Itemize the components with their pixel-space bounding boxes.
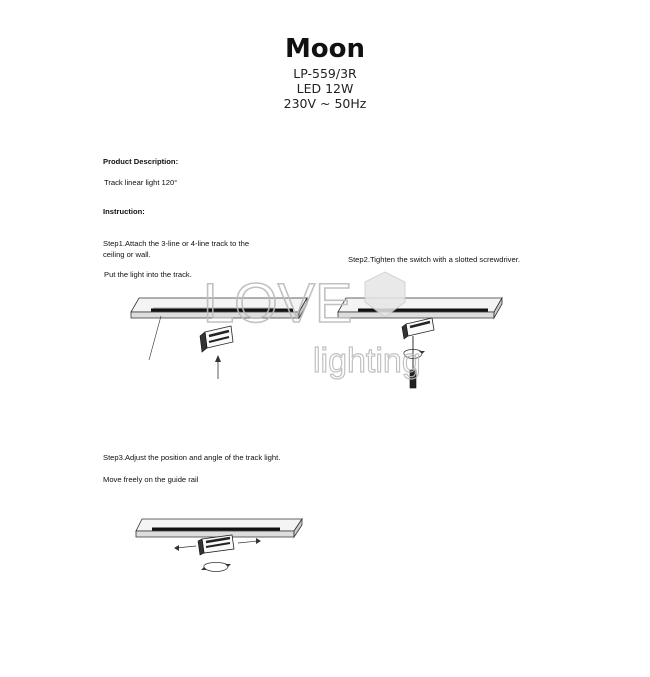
step3-text-line2: Move freely on the guide rail: [103, 475, 199, 484]
step2-illustration: [330, 290, 510, 400]
product-title: Moon: [284, 34, 366, 64]
svg-text:LOVE: LOVE: [203, 271, 353, 334]
instruction-heading: Instruction:: [103, 207, 145, 216]
step1-illustration: [125, 290, 315, 390]
step1-text-line1: Step1.Attach the 3-line or 4-line track to the: [103, 239, 250, 248]
step1-text-line2: ceiling or wall.: [103, 250, 151, 259]
step3-text-line1: Step3.Adjust the position and angle of the track light.: [103, 453, 281, 462]
power-spec: LED 12W: [296, 81, 354, 96]
step2-text: Step2.Tighten the switch with a slotted screwdriver.: [348, 255, 520, 264]
model-number: LP-559/3R: [293, 66, 357, 81]
svg-text:lighting: lighting: [313, 342, 421, 380]
step1-text-line3: Put the light into the track.: [104, 270, 192, 279]
voltage-spec: 230V ~ 50Hz: [283, 96, 367, 111]
step3-illustration: [130, 515, 310, 585]
product-description-heading: Product Description:: [103, 157, 179, 166]
product-description-text: Track linear light 120°: [104, 178, 178, 187]
